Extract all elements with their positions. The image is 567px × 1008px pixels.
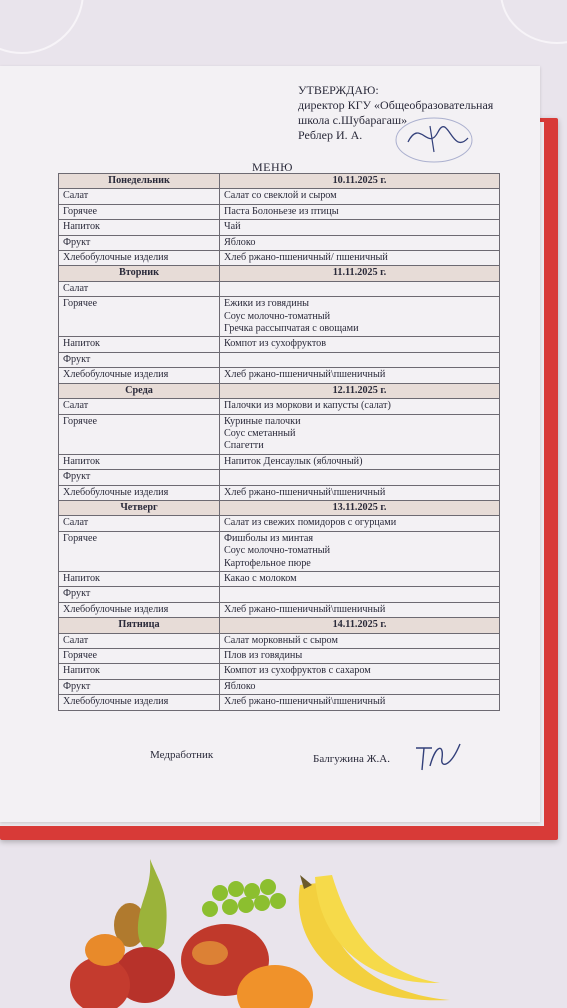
meal-dishes <box>220 695 500 710</box>
meal-category: Хлебобулочные изделия <box>59 251 220 266</box>
menu-row <box>59 664 500 679</box>
day-name: Четверг <box>59 500 220 515</box>
meal-dishes <box>220 633 500 648</box>
dish-item: Соус сметанный <box>224 427 296 439</box>
menu-row <box>59 368 500 383</box>
meal-category: Хлебобулочные изделия <box>59 695 220 710</box>
dish-item <box>224 354 495 366</box>
dish-item: Компот из сухофруктов <box>224 338 327 350</box>
director-signature <box>390 112 480 168</box>
meal-dishes <box>220 399 500 414</box>
menu-row <box>59 352 500 367</box>
medic-name: Балгужина Ж.А. <box>313 753 390 765</box>
dish-item: Салат из свежих помидоров с огурцами <box>224 517 397 529</box>
menu-row <box>59 587 500 602</box>
meal-dishes <box>220 679 500 694</box>
menu-row <box>59 454 500 469</box>
approval-position: директор КГУ «Общеобразовательная <box>298 98 494 112</box>
dish-item: Гречка рассыпчатая с овощами <box>224 323 359 335</box>
menu-row <box>59 633 500 648</box>
meal-dishes <box>220 531 500 571</box>
meal-category: Напиток <box>59 454 220 469</box>
day-header-row <box>59 174 500 189</box>
meal-dishes <box>220 251 500 266</box>
menu-row <box>59 470 500 485</box>
meal-dishes <box>220 414 500 454</box>
menu-row <box>59 485 500 500</box>
meal-category: Напиток <box>59 337 220 352</box>
day-header-row <box>59 618 500 633</box>
menu-row <box>59 220 500 235</box>
dish-item: Хлеб ржано-пшеничный/ пшеничный <box>224 252 388 264</box>
dish-item: Плов из говядины <box>224 650 303 661</box>
dish-item: Фишболы из минтая <box>224 532 314 544</box>
day-date: 11.11.2025 г. <box>220 266 500 281</box>
menu-title: МЕНЮ <box>252 160 293 174</box>
dish-item: Напиток Денсаулык (яблочный) <box>224 455 363 467</box>
menu-row <box>59 695 500 710</box>
menu-table <box>58 173 500 711</box>
approval-school: школа с.Шубарагаш» <box>298 113 408 127</box>
meal-category: Хлебобулочные изделия <box>59 602 220 617</box>
dish-item: Хлеб ржано-пшеничный\пшеничный <box>224 696 386 708</box>
day-date: 14.11.2025 г. <box>220 618 500 633</box>
dish-item: Яблоко <box>224 680 256 692</box>
dish-item: Яблоко <box>224 236 256 248</box>
meal-category: Хлебобулочные изделия <box>59 368 220 383</box>
meal-category: Горячее <box>59 297 220 337</box>
meal-category: Фрукт <box>59 587 220 602</box>
menu-row <box>59 204 500 219</box>
meal-dishes <box>220 649 500 664</box>
meal-dishes <box>220 470 500 485</box>
meal-category: Хлебобулочные изделия <box>59 485 220 500</box>
meal-category: Салат <box>59 281 220 296</box>
approval-heading: УТВЕРЖДАЮ: <box>298 83 379 97</box>
menu-row <box>59 235 500 250</box>
menu-row <box>59 281 500 296</box>
dish-item: Какао с молоком <box>224 572 297 584</box>
meal-category: Напиток <box>59 571 220 586</box>
menu-row <box>59 571 500 586</box>
dish-item: Соус молочно-томатный <box>224 310 331 322</box>
meal-dishes <box>220 204 500 219</box>
day-name: Понедельник <box>59 174 220 189</box>
menu-row <box>59 649 500 664</box>
day-date: 12.11.2025 г. <box>220 383 500 398</box>
dish-item: Соус молочно-томатный <box>224 545 331 557</box>
wall-decoration <box>500 0 567 44</box>
meal-category: Салат <box>59 189 220 204</box>
menu-row <box>59 399 500 414</box>
meal-category: Фрукт <box>59 235 220 250</box>
dish-item: Спагетти <box>224 440 264 452</box>
meal-dishes <box>220 220 500 235</box>
day-header-row <box>59 500 500 515</box>
day-name: Пятница <box>59 618 220 633</box>
dish-item: Хлеб ржано-пшеничный\пшеничный <box>224 486 386 498</box>
medic-signature <box>410 740 466 774</box>
menu-row <box>59 337 500 352</box>
day-name: Вторник <box>59 266 220 281</box>
menu-row <box>59 679 500 694</box>
meal-category: Горячее <box>59 649 220 664</box>
dish-item: Ежики из говядины <box>224 298 309 310</box>
dish-item <box>224 471 495 483</box>
wall-decoration <box>0 0 84 54</box>
meal-category: Салат <box>59 633 220 648</box>
meal-dishes <box>220 602 500 617</box>
meal-category: Горячее <box>59 531 220 571</box>
meal-dishes <box>220 516 500 531</box>
dish-item <box>224 588 495 600</box>
menu-row <box>59 189 500 204</box>
menu-row <box>59 414 500 454</box>
meal-category: Салат <box>59 399 220 414</box>
menu-row <box>59 602 500 617</box>
day-date: 13.11.2025 г. <box>220 500 500 515</box>
dish-item: Хлеб ржано-пшеничный\пшеничный <box>224 603 386 615</box>
meal-dishes <box>220 281 500 296</box>
meal-dishes <box>220 189 500 204</box>
meal-category: Напиток <box>59 664 220 679</box>
meal-category: Горячее <box>59 204 220 219</box>
day-header-row <box>59 266 500 281</box>
day-header-row <box>59 383 500 398</box>
meal-dishes <box>220 235 500 250</box>
meal-dishes <box>220 337 500 352</box>
meal-dishes <box>220 571 500 586</box>
approval-name: Реблер И. А. <box>298 128 363 142</box>
meal-dishes <box>220 352 500 367</box>
dish-item: Салат со свеклой и сыром <box>224 190 337 202</box>
meal-category: Фрукт <box>59 352 220 367</box>
dish-item: Компот из сухофруктов с сахаром <box>224 665 371 677</box>
medic-role: Медработник <box>150 749 214 761</box>
meal-dishes <box>220 664 500 679</box>
meal-category: Напиток <box>59 220 220 235</box>
meal-dishes <box>220 454 500 469</box>
menu-row <box>59 297 500 337</box>
day-name: Среда <box>59 383 220 398</box>
meal-category: Салат <box>59 516 220 531</box>
dish-item: Чай <box>224 221 241 233</box>
dish-item: Паста Болоньезе из птицы <box>224 205 339 217</box>
meal-dishes <box>220 368 500 383</box>
dish-item: Хлеб ржано-пшеничный\пшеничный <box>224 369 386 381</box>
meal-dishes <box>220 485 500 500</box>
dish-item <box>224 283 495 295</box>
menu-row <box>59 251 500 266</box>
day-date: 10.11.2025 г. <box>220 174 500 189</box>
meal-dishes <box>220 587 500 602</box>
meal-category: Горячее <box>59 414 220 454</box>
menu-row <box>59 531 500 571</box>
dish-item: Салат морковный с сыром <box>224 634 338 646</box>
dish-item: Палочки из моркови и капусты (салат) <box>224 400 391 412</box>
dish-item: Куриные палочки <box>224 415 301 427</box>
meal-category: Фрукт <box>59 470 220 485</box>
meal-dishes <box>220 297 500 337</box>
dish-item: Картофельное пюре <box>224 557 311 569</box>
menu-row <box>59 516 500 531</box>
fruit-illustration <box>60 855 460 1008</box>
meal-category: Фрукт <box>59 679 220 694</box>
